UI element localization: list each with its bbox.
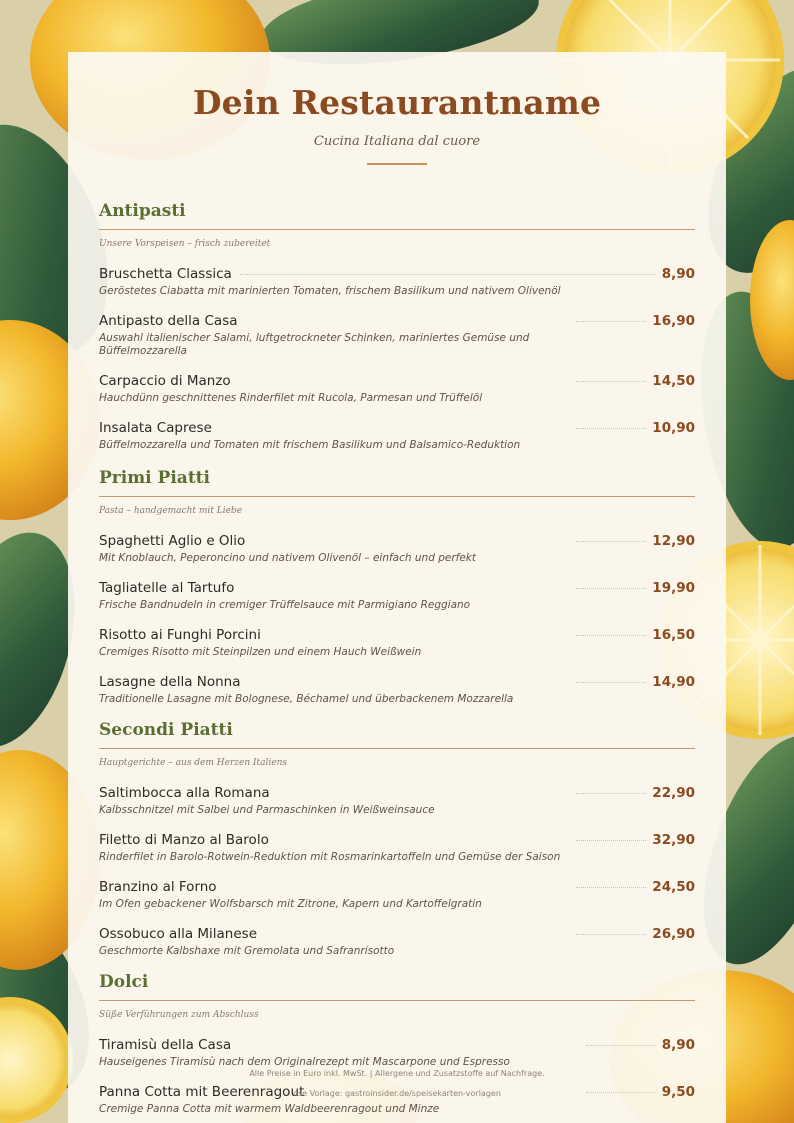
dot-leader <box>576 635 646 636</box>
dot-leader <box>240 274 656 275</box>
price-note: Alle Preise in Euro inkl. MwSt. | Allergene und Zusatzstoffe auf Nachfrage. <box>249 1069 545 1078</box>
dot-leader <box>576 321 646 322</box>
menu-item <box>99 831 695 864</box>
dish-price: 24,50 <box>652 879 695 895</box>
dish-description: Geröstetes Ciabatta mit marinierten Tomaten, frischem Basilikum und nativem Olivenöl <box>99 285 561 297</box>
dot-leader <box>576 541 646 542</box>
menu-item <box>99 312 695 358</box>
section-divider <box>99 229 695 230</box>
dish-price: 19,90 <box>652 580 695 596</box>
dish-price: 14,90 <box>652 674 695 690</box>
title-divider <box>367 163 427 165</box>
menu-item <box>99 1036 695 1069</box>
dot-leader <box>576 682 646 683</box>
menu-item <box>99 265 695 298</box>
dot-leader <box>576 588 646 589</box>
dish-description: Kalbsschnitzel mit Salbei und Parmaschinken in Weißweinsauce <box>99 804 435 816</box>
dish-description: Hauchdünn geschnittenes Rinderfilet mit Rucola, Parmesan und Trüffelöl <box>99 392 483 404</box>
menu-item <box>99 532 695 565</box>
dish-name: Insalata Caprese <box>99 420 212 436</box>
dot-leader <box>576 934 646 935</box>
template-source-note: ose Vorlage: gastroinsider.de/speisekarten-vorlagen <box>293 1089 501 1098</box>
dish-price: 22,90 <box>652 785 695 801</box>
dish-description: Auswahl italienischer Salami, luftgetrockneter Schinken, mariniertes Gemüse und Büffelmozzarella <box>99 332 530 357</box>
dish-name: Branzino al Forno <box>99 879 217 895</box>
dish-price: 8,90 <box>661 1037 695 1053</box>
dot-leader <box>586 1045 656 1046</box>
dish-price: 8,90 <box>661 266 695 282</box>
dish-name: Ossobuco alla Milanese <box>99 926 258 942</box>
dish-price: 12,90 <box>652 533 695 549</box>
dish-price: 9,50 <box>661 1084 695 1100</box>
menu-item <box>99 419 695 452</box>
section-antipasti <box>99 200 695 452</box>
dish-price: 16,90 <box>652 313 695 329</box>
dish-name: Lasagne della Nonna <box>99 674 241 690</box>
menu-item <box>99 626 695 659</box>
dish-price: 16,50 <box>652 627 695 643</box>
dish-description: Büffelmozzarella und Tomaten mit frischem Basilikum und Balsamico-Reduktion <box>99 439 521 451</box>
dish-name: Risotto ai Funghi Porcini <box>99 627 261 643</box>
menu-item <box>99 673 695 706</box>
section-divider <box>99 496 695 497</box>
menu-item <box>99 784 695 817</box>
dish-price: 32,90 <box>652 832 695 848</box>
restaurant-title: Dein Restaurantname <box>192 83 602 122</box>
dish-description: Frische Bandnudeln in cremiger Trüffelsauce mit Parmigiano Reggiano <box>99 599 471 611</box>
dot-leader <box>576 840 646 841</box>
dot-leader <box>576 887 646 888</box>
dish-description: Hauseigenes Tiramisù nach dem Originalrezept mit Mascarpone und Espresso <box>99 1056 510 1068</box>
section-subtitle: Hauptgerichte – aus dem Herzen Italiens <box>99 758 288 768</box>
dish-name: Panna Cotta mit Beerenragout <box>99 1084 305 1100</box>
dish-name: Saltimbocca alla Romana <box>99 785 270 801</box>
dish-price: 14,50 <box>652 373 695 389</box>
dish-description: Cremige Panna Cotta mit warmem Waldbeerenragout und Minze <box>99 1103 440 1115</box>
section-divider <box>99 748 695 749</box>
dish-name: Tagliatelle al Tartufo <box>99 580 235 596</box>
section-title: Secondi Piatti <box>99 720 233 740</box>
dish-name: Tiramisù della Casa <box>99 1037 232 1053</box>
section-title: Antipasti <box>99 201 186 221</box>
dish-price: 10,90 <box>652 420 695 436</box>
dish-name: Filetto di Manzo al Barolo <box>99 832 269 848</box>
menu-card <box>68 52 726 1123</box>
dish-description: Cremiges Risotto mit Steinpilzen und einem Hauch Weißwein <box>99 646 422 658</box>
dish-name: Bruschetta Classica <box>99 266 232 282</box>
section-subtitle: Pasta – handgemacht mit Liebe <box>99 506 243 516</box>
dish-description: Mit Knoblauch, Peperoncino und nativem Olivenöl – einfach und perfekt <box>99 552 476 564</box>
menu-item <box>99 878 695 911</box>
section-divider <box>99 1000 695 1001</box>
section-secondi-piatti <box>99 719 695 958</box>
dish-description: Im Ofen gebackener Wolfsbarsch mit Zitrone, Kapern und Kartoffelgratin <box>99 898 482 910</box>
dish-description: Traditionelle Lasagne mit Bolognese, Béchamel und überbackenem Mozzarella <box>99 693 514 705</box>
dish-name: Carpaccio di Manzo <box>99 373 231 389</box>
dish-description: Rinderfilet in Barolo-Rotwein-Reduktion mit Rosmarinkartoffeln und Gemüse der Saison <box>99 851 561 863</box>
dish-name: Antipasto della Casa <box>99 313 238 329</box>
menu-item <box>99 372 695 405</box>
dot-leader <box>576 381 646 382</box>
menu-item <box>99 925 695 958</box>
restaurant-subtitle: Cucina Italiana dal cuore <box>313 134 481 149</box>
dot-leader <box>576 793 646 794</box>
section-subtitle: Unsere Vorspeisen – frisch zubereitet <box>99 239 271 249</box>
dish-description: Geschmorte Kalbshaxe mit Gremolata und Safranrisotto <box>99 945 395 957</box>
section-primi-piatti <box>99 467 695 706</box>
section-title: Dolci <box>99 972 149 992</box>
menu-item <box>99 579 695 612</box>
dot-leader <box>576 428 646 429</box>
section-title: Primi Piatti <box>99 468 210 488</box>
dish-price: 26,90 <box>652 926 695 942</box>
section-subtitle: Süße Verführungen zum Abschluss <box>99 1010 259 1020</box>
dish-name: Spaghetti Aglio e Olio <box>99 533 246 549</box>
